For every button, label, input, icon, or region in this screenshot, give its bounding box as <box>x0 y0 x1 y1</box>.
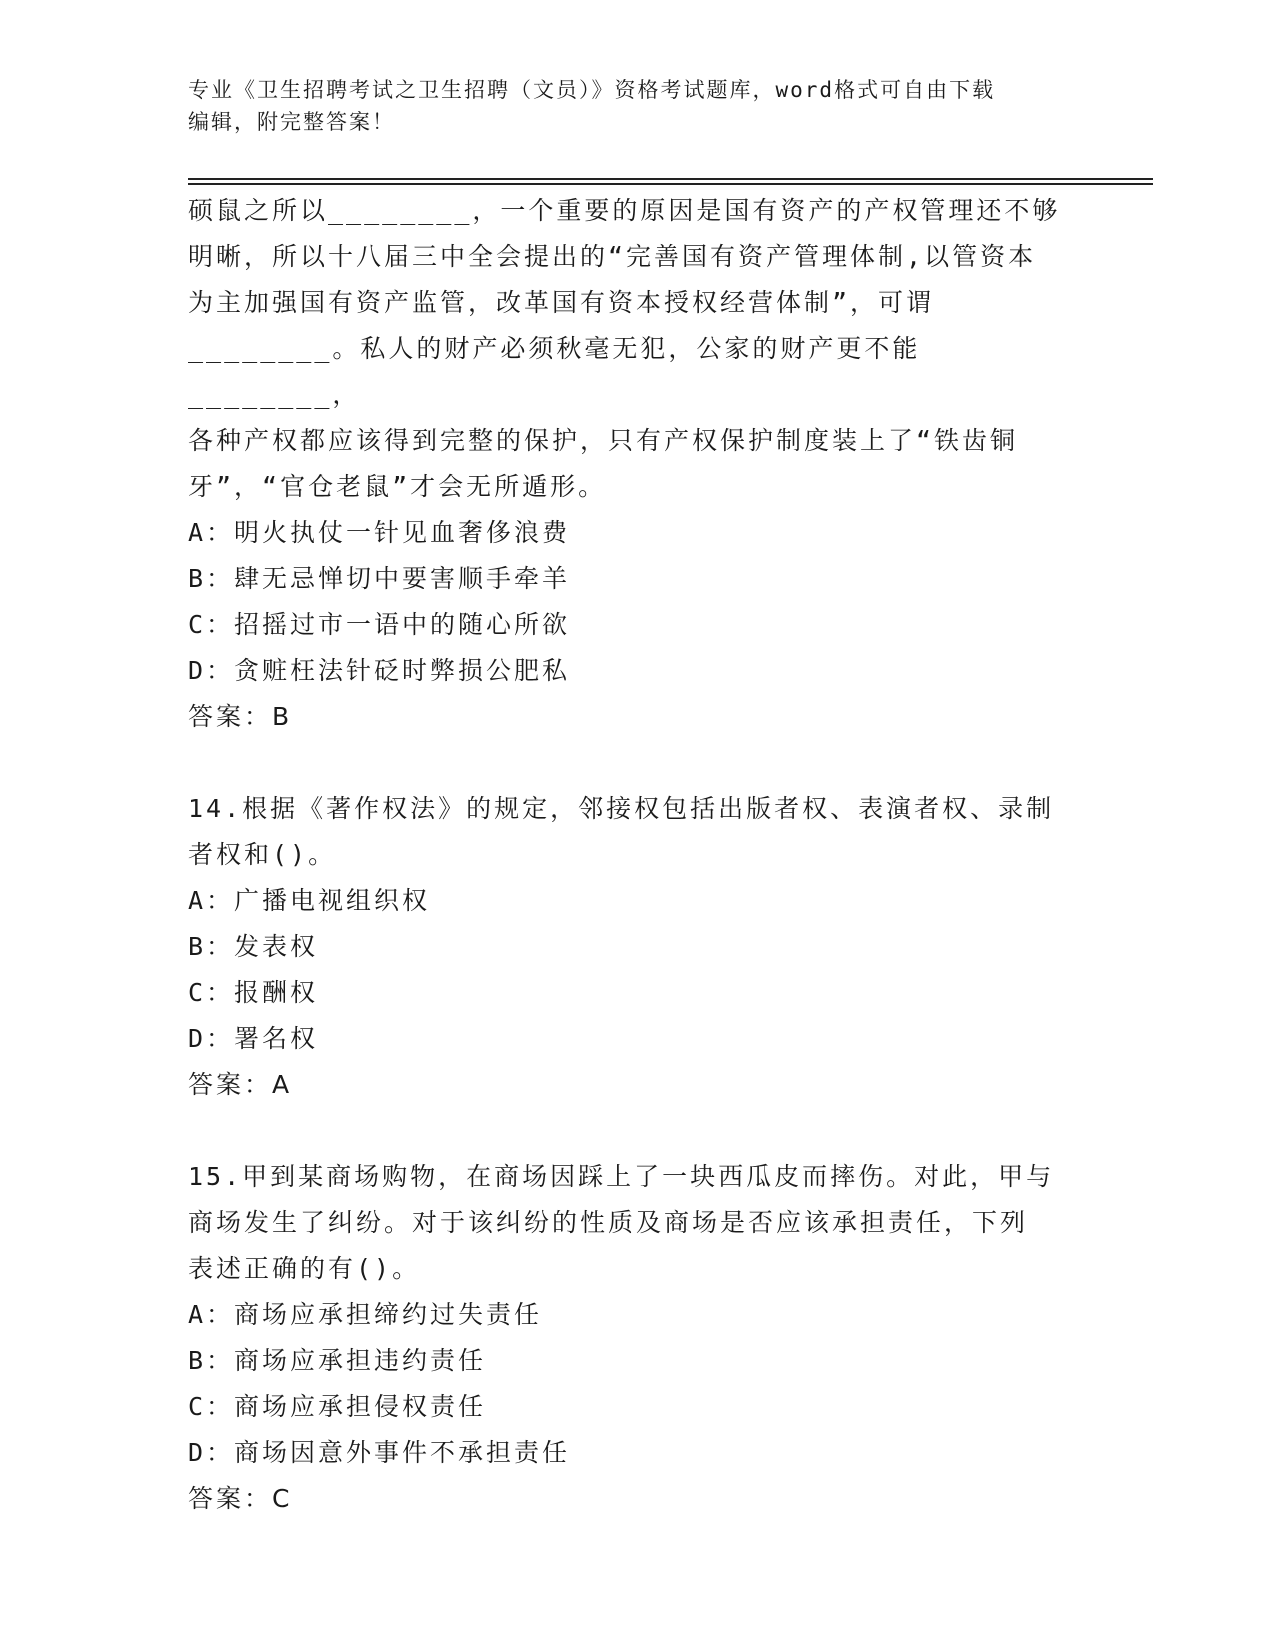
header-divider-bottom <box>188 183 1153 185</box>
option-d: D：贪赃枉法针砭时弊损公肥私 <box>188 656 571 685</box>
question-stem-line: 15.甲到某商场购物，在商场因踩上了一块西瓜皮而摔伤。对此，甲与 <box>188 1162 1055 1191</box>
option-d: D：署名权 <box>188 1024 319 1053</box>
question-stem-line: 为主加强国有资产监管，改革国有资本授权经营体制”，可谓 <box>188 288 935 317</box>
document-header <box>188 74 1088 138</box>
question-list <box>188 188 1088 1522</box>
question-spacer <box>188 1108 1088 1154</box>
question-13 <box>188 188 1088 740</box>
question-stem-line: 14.根据《著作权法》的规定，邻接权包括出版者权、表演者权、录制 <box>188 794 1055 823</box>
question-stem-line: 商场发生了纠纷。对于该纠纷的性质及商场是否应该承担责任，下列 <box>188 1208 1029 1237</box>
question-stem-line: 者权和()。 <box>188 840 337 869</box>
question-spacer <box>188 740 1088 786</box>
option-a: A：广播电视组织权 <box>188 886 431 915</box>
question-stem-line: 明晰，所以十八届三中全会提出的“完善国有资产管理体制,以管资本 <box>188 242 1037 271</box>
option-c: C：商场应承担侵权责任 <box>188 1392 487 1421</box>
answer-line: 答案：A <box>188 1070 293 1099</box>
option-c: C：报酬权 <box>188 978 319 1007</box>
header-line-2: 编辑，附完整答案！ <box>188 110 395 134</box>
answer-line: 答案：B <box>188 702 293 731</box>
option-d: D：商场因意外事件不承担责任 <box>188 1438 571 1467</box>
question-stem-line: ________。私人的财产必须秋毫无犯，公家的财产更不能________， <box>188 334 921 409</box>
option-b: B：商场应承担违约责任 <box>188 1346 487 1375</box>
option-a: A：商场应承担缔约过失责任 <box>188 1300 543 1329</box>
question-stem-line: 表述正确的有()。 <box>188 1254 421 1283</box>
question-14 <box>188 786 1088 1108</box>
question-stem-line: 牙”，“官仓老鼠”才会无所遁形。 <box>188 472 607 501</box>
header-divider-top <box>188 178 1153 180</box>
option-b: B：发表权 <box>188 932 319 961</box>
option-c: C：招摇过市一语中的随心所欲 <box>188 610 571 639</box>
question-15 <box>188 1154 1088 1522</box>
header-line-1: 专业《卫生招聘考试之卫生招聘（文员）》资格考试题库，word格式可自由下载 <box>188 78 996 102</box>
answer-line: 答案：C <box>188 1484 293 1513</box>
option-a: A：明火执仗一针见血奢侈浪费 <box>188 518 571 547</box>
question-stem-line: 硕鼠之所以________，一个重要的原因是国有资产的产权管理还不够 <box>188 196 1061 225</box>
question-stem-line: 各种产权都应该得到完整的保护，只有产权保护制度装上了“铁齿铜 <box>188 426 1019 455</box>
option-b: B：肆无忌惮切中要害顺手牵羊 <box>188 564 571 593</box>
